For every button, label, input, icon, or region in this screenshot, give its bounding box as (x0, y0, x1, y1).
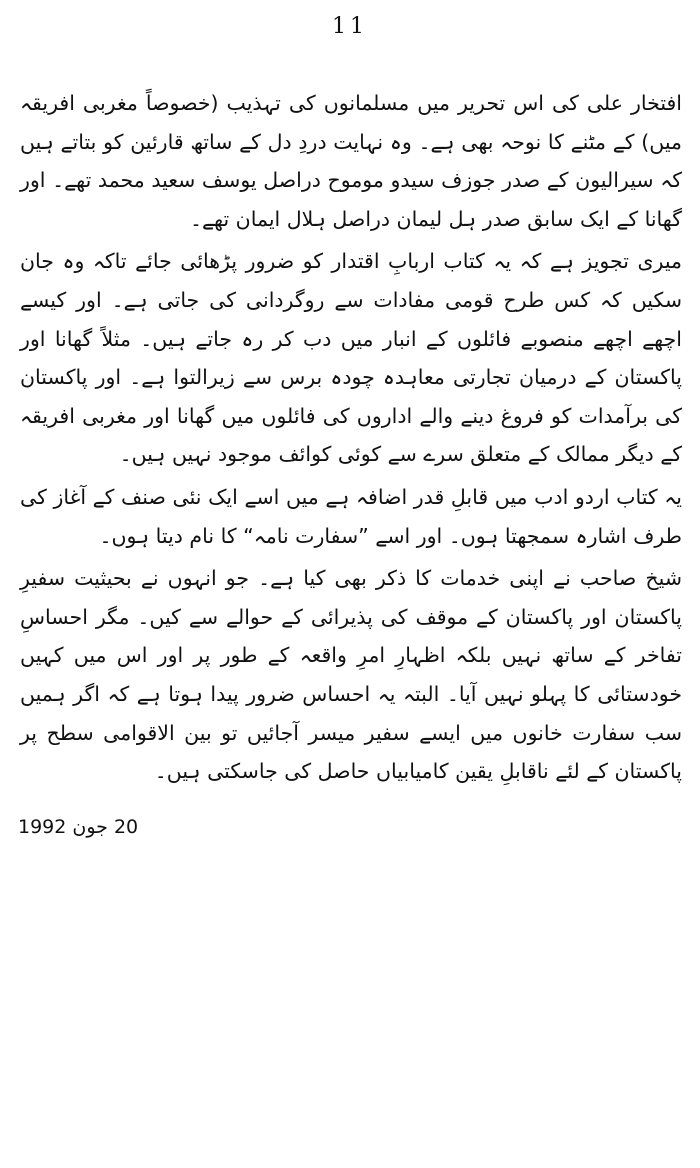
paragraph: شیخ صاحب نے اپنی خدمات کا ذکر بھی کیا ہے۔ جو انہوں نے بحیثیت سفیرِ پاکستان اور پاکستان کے موقف کی پذیرائی کے حوالے سے کیں۔ مگر احساسِ تفاخر کے ساتھ نہیں بلکہ اظہارِ امرِ واقعہ کے طور پر اور اس میں کہیں خودستائی کا پہلو نہیں آیا۔ البتہ یہ احساس ضرور پیدا ہوتا ہے کہ اگر ہمیں سب سفارت خانوں میں ایسے سفیر میسر آجائیں تو بین الاقوامی سطح پر پاکستان کے لئے ناقابلِ یقین کامیابیاں حاصل کی جاسکتی ہیں۔ (20, 566, 682, 784)
body-text (20, 84, 682, 795)
paragraph: افتخار علی کی اس تحریر میں مسلمانوں کی تہذیب (خصوصاً مغربی افریقہ میں) کے مٹنے کا نوحہ بھی ہے۔ وہ نہایت دردِ دل کے ساتھ قارئین کو بتاتے ہیں کہ سیرالیون کے صدر جوزف سیدو موموح دراصل یوسف سعید محمد تھے۔ اور گھانا کے ایک سابق صدر ہل لیمان دراصل ہلال ایمان تھے۔ (20, 91, 682, 231)
page-number: 11 (332, 14, 368, 39)
paragraph: میری تجویز ہے کہ یہ کتاب اربابِ اقتدار کو ضرور پڑھائی جائے تاکہ وہ جان سکیں کہ کس طرح قومی مفادات سے روگردانی کی جاتی ہے۔ اور کیسے اچھے اچھے منصوبے فائلوں کے انبار میں دب کر رہ جاتے ہیں۔ مثلاً گھانا اور پاکستان کے درمیان تجارتی معاہدہ چودہ برس سے زیرالتوا ہے۔ اور پاکستان کی برآمدات کو فروغ دینے والے اداروں کی فائلوں میں گھانا اور مغربی افریقہ کے دیگر ممالک کے متعلق سرے سے کوئی کوائف موجود نہیں ہیں۔ (20, 249, 682, 467)
date-line: 20 جون 1992 (18, 816, 139, 838)
paragraph: یہ کتاب اردو ادب میں قابلِ قدر اضافہ ہے میں اسے ایک نئی صنف کے آغاز کی طرف اشارہ سمجھتا ہوں۔ اور اسے ”سفارت نامہ“ کا نام دیتا ہوں۔ (20, 484, 682, 548)
